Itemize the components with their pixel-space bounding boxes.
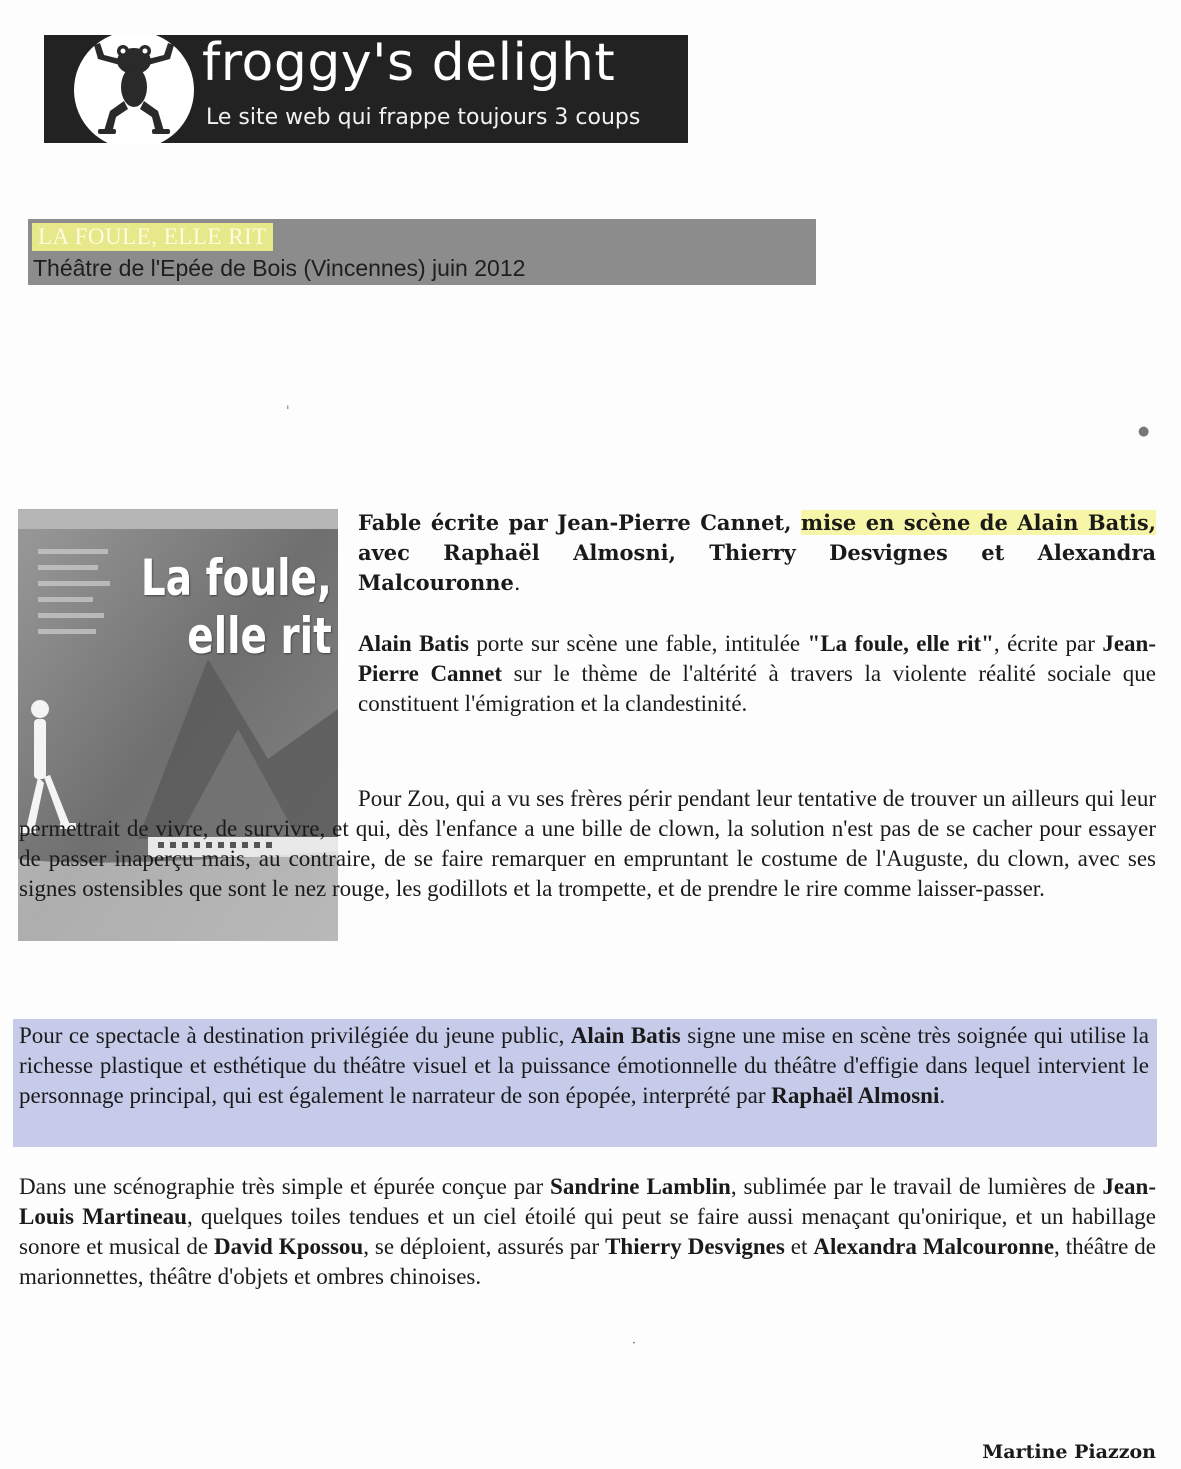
show-title: LA FOULE, ELLE RIT [32,223,273,251]
director-highlight: mise en scène de Alain Batis, [800,510,1156,535]
site-banner [44,35,688,143]
scan-speck: · [632,1336,637,1351]
scan-speck: ' [286,404,290,419]
author-signature: Martine Piazzon [982,1441,1156,1463]
site-name: froggy's delight [202,35,616,93]
credits-paragraph: Fable écrite par Jean-Pierre Cannet, mise en scène de Alain Batis, avec Raphaël Almosni, Thierry Desvignes et Alexandra Malcouronne. [358,510,1156,595]
frog-icon [90,39,178,139]
story-paragraph: Pour Zou, qui a vu ses frères périr pendant leur tentative de trouver un ailleurs qui leur permettrait de vivre, de survivre, et qui, dès l'enfance a une bille de clown, la solution n'est pas de se cacher pour essayer de passer inaperçu mais, au contraire, de se faire remarquer en empruntant le costume de l'Auguste, du clown, avec ses signes ostensibles que sont le nez rouge, les godillots et la trompette, et de prendre le rire comme laisser-passer. [19,786,1156,901]
site-tagline: Le site web qui frappe toujours 3 coups [206,105,641,130]
poster-title-line2: elle rit [187,607,332,665]
scenography-paragraph: Dans une scénographie très simple et épurée conçue par Sandrine Lamblin, sublimée par le travail de lumières de Jean-Louis Martineau, quelques toiles tendues et un ciel étoilé qui peut se faire aussi menaçant qu'onirique, et un habillage sonore et musical de David Kpossou, se déploient, assurés par Thierry Desvignes et Alexandra Malcouronne, théâtre de marionnettes, théâtre d'objets et ombres chinoises. [19,1174,1156,1289]
site-logo [74,35,194,143]
staging-paragraph: Pour ce spectacle à destination privilégiée du jeune public, Alain Batis signe une mise en scène très soignée qui utilise la richesse plastique et esthétique du théâtre visuel et la puissance émotionnelle du théâtre d'effigie dans lequel intervient le personnage principal, qui est également le narrateur de son épopée, interprété par Raphaël Almosni. [13,1019,1157,1147]
show-header [28,219,816,285]
poster-title-line1: La foule, [141,549,332,607]
intro-paragraph: Alain Batis porte sur scène une fable, intitulée "La foule, elle rit", écrite par Jean-Pierre Cannet sur le thème de l'altérité à travers la violente réalité sociale que constituent l'émigration et la clandestinité. [358,631,1157,716]
scan-speck: ● [1138,424,1150,439]
show-venue: Théâtre de l'Epée de Bois (Vincennes) juin 2012 [33,255,526,281]
